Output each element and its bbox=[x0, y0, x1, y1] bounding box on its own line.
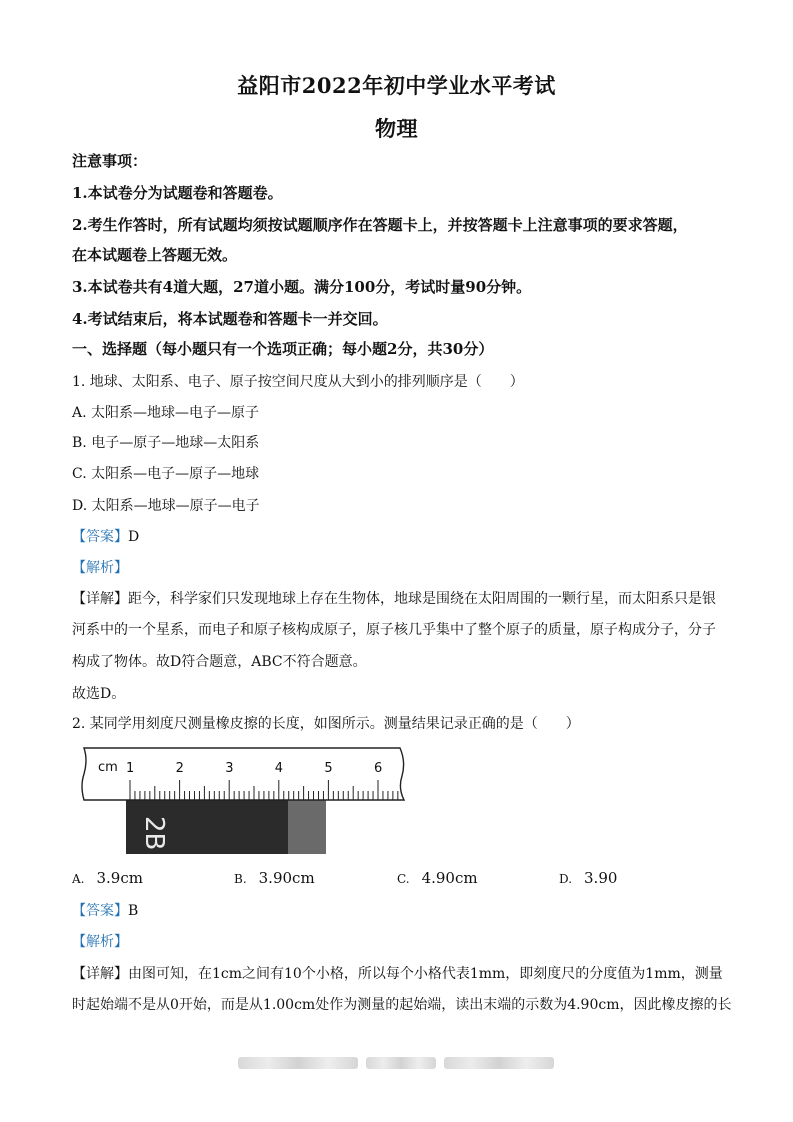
q1-detail-line: 构成了物体。故D符合题意，ABC不符合题意。 bbox=[72, 654, 367, 670]
detail-text: 由图可知，在1cm之间有10个小格，所以每个小格代表1mm，即刻度尺的分度值为1mm，测量 bbox=[128, 966, 723, 982]
answer-tag: 【答案】 bbox=[72, 903, 128, 919]
ruler-tick-label: 4 bbox=[274, 761, 284, 776]
answer-value: B bbox=[128, 903, 139, 919]
q2-detail-line: 时起始端不是从0开始，而是从1.00cm处作为测量的起始端，读出末端的示数为4.90cm，因此橡皮擦的长 bbox=[72, 997, 732, 1013]
q1-analysis-tag: 【解析】 bbox=[72, 560, 128, 576]
option-label: A. bbox=[72, 872, 85, 886]
answer-value: D bbox=[128, 529, 140, 545]
exam-subject: 物理 bbox=[375, 116, 418, 141]
q1-option-c: C. 太阳系—电子—原子—地球 bbox=[72, 466, 260, 482]
ruler-tick-label: 2 bbox=[175, 761, 184, 776]
q1-option-d: D. 太阳系—地球—原子—电子 bbox=[72, 498, 260, 514]
notice-item: 1.本试卷分为试题卷和答题卷。 bbox=[72, 184, 283, 202]
q2-option-a bbox=[72, 869, 143, 887]
eraser-sleeve bbox=[288, 800, 326, 854]
detail-text: 距今，科学家们只发现地球上存在生物体，地球是围绕在太阳周围的一颗行星，而太阳系只是银 bbox=[128, 591, 716, 607]
answer-tag: 【答案】 bbox=[72, 529, 128, 545]
footer-watermark bbox=[444, 1057, 554, 1069]
q2-detail-line bbox=[72, 963, 732, 983]
notice-item: 在本试题卷上答题无效。 bbox=[72, 246, 238, 264]
exam-title: 益阳市2022年初中学业水平考试 bbox=[237, 73, 556, 98]
option-value: 4.90cm bbox=[421, 869, 478, 887]
q2-answer bbox=[72, 900, 732, 920]
option-label: B. bbox=[234, 872, 247, 886]
option-value: 3.90cm bbox=[258, 869, 315, 887]
notice-item: 3.本试卷共有4道大题，27道小题。满分100分，考试时量90分钟。 bbox=[72, 278, 532, 296]
footer-watermark bbox=[366, 1057, 436, 1069]
q1-conclusion: 故选D。 bbox=[72, 686, 126, 702]
option-label: D. bbox=[559, 872, 573, 886]
option-value: 3.90 bbox=[584, 869, 618, 887]
q1-option-a: A. 太阳系—地球—电子—原子 bbox=[72, 405, 260, 421]
q2-analysis-tag: 【解析】 bbox=[72, 934, 128, 950]
ruler-unit: cm bbox=[98, 760, 118, 775]
q2-option-b bbox=[234, 869, 315, 887]
option-label: C. bbox=[397, 872, 410, 886]
q1-detail-line: 河系中的一个星系，而电子和原子核构成原子，原子核几乎集中了整个原子的质量，原子构成分子，分子 bbox=[72, 622, 716, 638]
eraser-label: 2B bbox=[139, 816, 169, 851]
q1-stem: 1. 地球、太阳系、电子、原子按空间尺度从大到小的排列顺序是（ ） bbox=[72, 374, 524, 390]
q1-detail-line bbox=[72, 588, 732, 608]
q1-answer bbox=[72, 526, 732, 546]
detail-tag: 【详解】 bbox=[72, 966, 128, 982]
section-heading: 一、选择题（每小题只有一个选项正确；每小题2分，共30分） bbox=[72, 340, 494, 358]
ruler-tick-label: 3 bbox=[225, 761, 234, 776]
q2-stem: 2. 某同学用刻度尺测量橡皮擦的长度，如图所示。测量结果记录正确的是（ ） bbox=[72, 716, 580, 732]
detail-tag: 【详解】 bbox=[72, 591, 128, 607]
notice-item: 2.考生作答时，所有试题均须按试题顺序作在答题卡上，并按答题卡上注意事项的要求答题， bbox=[72, 216, 688, 234]
q1-option-b: B. 电子—原子—地球—太阳系 bbox=[72, 435, 260, 451]
notice-item: 4.考试结束后，将本试题卷和答题卡一并交回。 bbox=[72, 310, 388, 328]
ruler-tick-label: 1 bbox=[126, 761, 135, 776]
q2-option-c bbox=[397, 869, 478, 887]
notice-heading: 注意事项： bbox=[72, 152, 148, 170]
q2-option-d bbox=[559, 869, 617, 887]
ruler-tick-label: 6 bbox=[374, 761, 383, 776]
ruler-tick-label: 5 bbox=[324, 761, 333, 776]
footer-watermark bbox=[238, 1057, 358, 1069]
option-value: 3.9cm bbox=[96, 869, 143, 887]
ruler-figure bbox=[76, 742, 416, 854]
